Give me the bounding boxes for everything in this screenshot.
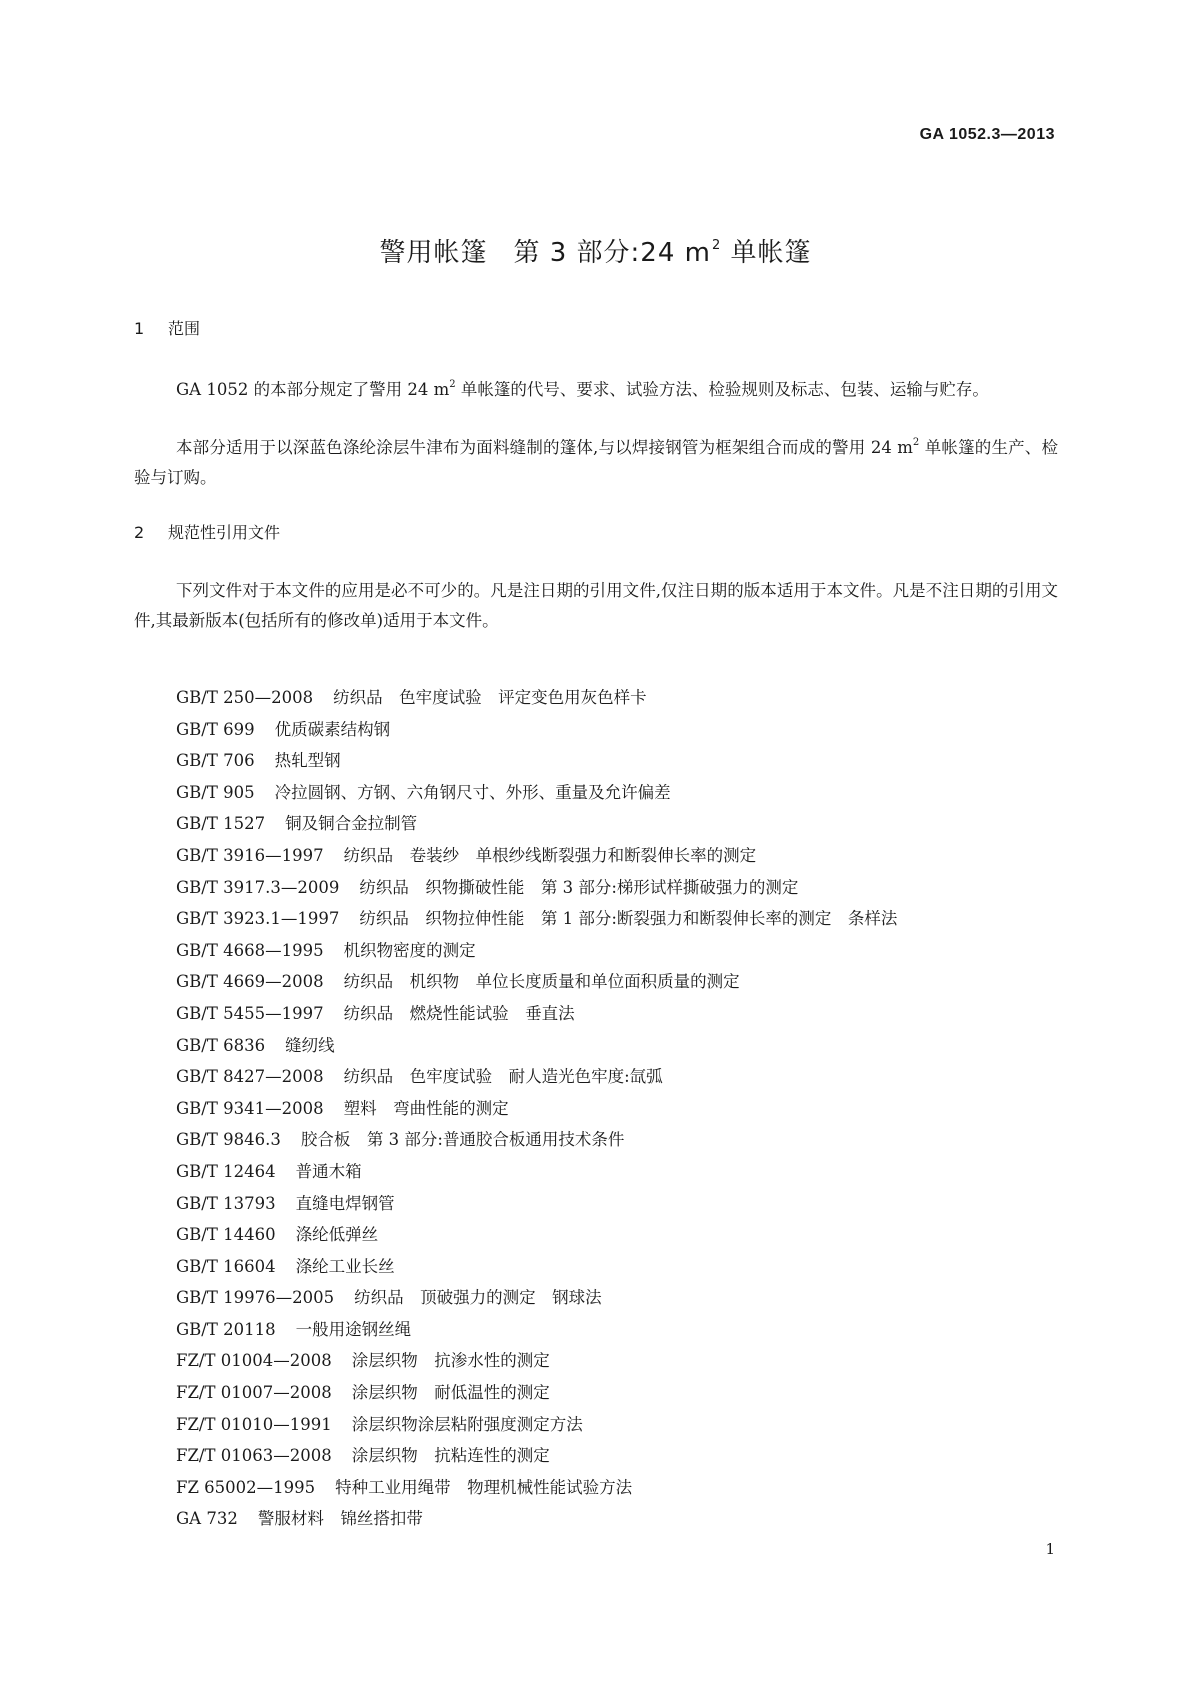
- reference-code: GB/T 250—2008: [176, 688, 314, 707]
- reference-code: GB/T 3916—1997: [176, 845, 324, 865]
- reference-code: GB/T 1527: [176, 814, 266, 834]
- section-1-paragraph-2: 本部分适用于以深蓝色涤纶涂层牛津布为面料缝制的篷体,与以焊接钢管为框架组合而成的警用 24 $m^2$ 单帐篷的生产、检验与订购。: [134, 437, 1058, 487]
- reference-item: [176, 966, 897, 998]
- reference-code: GB/T 14460: [176, 1225, 276, 1245]
- reference-item: [176, 1377, 897, 1409]
- reference-title: 纺织品 卷装纱 单根纱线断裂强力和断裂伸长率的测定: [343, 845, 757, 865]
- reference-code: GB/T 6836: [176, 1035, 266, 1055]
- section-1-heading: [134, 316, 200, 339]
- reference-item: [176, 1251, 897, 1283]
- reference-title: 纺织品 燃烧性能试验 垂直法: [343, 1003, 575, 1023]
- reference-code: GB/T 3917.3—2009: [176, 877, 340, 897]
- reference-code: GB/T 9341—2008: [176, 1098, 324, 1118]
- reference-title: 胶合板 第 3 部分:普通胶合板通用技术条件: [300, 1130, 625, 1150]
- reference-title: 普通木箱: [295, 1161, 362, 1181]
- reference-code: GB/T 9846.3: [176, 1130, 281, 1150]
- reference-item: [176, 1030, 897, 1062]
- standard-code: GA 1052.3—2013: [919, 126, 1055, 143]
- reference-item: [176, 998, 897, 1030]
- reference-code: FZ 65002—1995: [176, 1477, 316, 1497]
- reference-item: [176, 840, 897, 872]
- reference-code: GB/T 699: [176, 719, 255, 739]
- reference-title: 警服材料 锦丝搭扣带: [257, 1509, 423, 1529]
- reference-item: [176, 1124, 897, 1156]
- reference-title: 特种工业用绳带 物理机械性能试验方法: [335, 1477, 633, 1497]
- reference-item: [176, 1219, 897, 1251]
- reference-code: GB/T 905: [176, 782, 255, 802]
- reference-code: GB/T 706: [176, 751, 255, 771]
- reference-title: 纺织品 织物拉伸性能 第 1 部分:断裂强力和断裂伸长率的测定 条样法: [359, 909, 898, 929]
- reference-item: [176, 808, 897, 840]
- title-superscript: 2: [711, 238, 722, 253]
- section-2-title: 规范性引用文件: [168, 523, 281, 542]
- reference-title: 涂层织物 抗粘连性的测定: [351, 1446, 550, 1466]
- reference-title: 冷拉圆钢、方钢、六角钢尺寸、外形、重量及允许偏差: [274, 782, 671, 802]
- reference-title: 热轧型钢: [274, 751, 341, 771]
- reference-code: GB/T 19976—2005: [176, 1288, 335, 1308]
- reference-title: 涂层织物 抗渗水性的测定: [351, 1351, 550, 1371]
- section-2-heading: [134, 520, 280, 543]
- reference-title: 纺织品 织物撕破性能 第 3 部分:梯形试样撕破强力的测定: [359, 877, 799, 897]
- reference-item: [176, 1156, 897, 1188]
- reference-title: 纺织品 色牢度试验 耐人造光色牢度:氙弧: [343, 1067, 663, 1087]
- reference-code: GB/T 5455—1997: [176, 1003, 324, 1023]
- page-number: 1: [1045, 1540, 1055, 1558]
- title-suffix: 单帐篷: [721, 238, 812, 268]
- reference-title: 铜及铜合金拉制管: [285, 814, 418, 834]
- reference-item: [176, 1409, 897, 1441]
- reference-item: [176, 872, 897, 904]
- reference-title: 纺织品 顶破强力的测定 钢球法: [354, 1288, 602, 1308]
- reference-title: 一般用途钢丝绳: [295, 1319, 412, 1339]
- reference-item: [176, 682, 897, 714]
- reference-code: GB/T 8427—2008: [176, 1067, 324, 1087]
- reference-item: [176, 1093, 897, 1125]
- reference-title: 涤纶低弹丝: [295, 1225, 379, 1245]
- section-1-number: 1: [134, 319, 145, 338]
- reference-code: GB/T 16604: [176, 1256, 276, 1276]
- reference-item: [176, 1188, 897, 1220]
- reference-item: [176, 935, 897, 967]
- reference-item: [176, 903, 897, 935]
- reference-item: [176, 1472, 897, 1504]
- section-1-title: 范围: [168, 319, 201, 338]
- reference-item: [176, 1503, 897, 1535]
- section-2-intro: 下列文件对于本文件的应用是必不可少的。凡是注日期的引用文件,仅注日期的版本适用于本文件。凡是不注日期的引用文件,其最新版本(包括所有的修改单)适用于本文件。: [134, 581, 1058, 630]
- reference-code: GB/T 4668—1995: [176, 940, 324, 960]
- reference-title: 直缝电焊钢管: [295, 1193, 395, 1213]
- reference-title: 涤纶工业长丝: [295, 1256, 395, 1276]
- reference-code: GB/T 13793: [176, 1193, 276, 1213]
- reference-title: 优质碳素结构钢: [274, 719, 391, 739]
- reference-item: [176, 1282, 897, 1314]
- reference-title: 塑料 弯曲性能的测定: [343, 1098, 509, 1118]
- reference-code: GB/T 3923.1—1997: [176, 909, 340, 929]
- reference-item: [176, 1440, 897, 1472]
- reference-list: [176, 682, 897, 1535]
- reference-code: FZ/T 01004—2008: [176, 1351, 332, 1371]
- reference-title: 涂层织物涂层粘附强度测定方法: [351, 1414, 583, 1434]
- reference-code: FZ/T 01010—1991: [176, 1414, 332, 1434]
- reference-item: [176, 777, 897, 809]
- reference-code: GA 732: [176, 1509, 238, 1529]
- reference-item: [176, 714, 897, 746]
- reference-title: 机织物密度的测定: [343, 940, 476, 960]
- reference-item: [176, 745, 897, 777]
- reference-title: 涂层织物 耐低温性的测定: [351, 1383, 550, 1403]
- section-2-number: 2: [134, 523, 145, 542]
- document-title: [0, 232, 1191, 269]
- reference-code: FZ/T 01007—2008: [176, 1383, 332, 1403]
- reference-title: 缝纫线: [285, 1035, 335, 1055]
- reference-item: [176, 1314, 897, 1346]
- reference-item: [176, 1061, 897, 1093]
- reference-code: GB/T 12464: [176, 1161, 276, 1181]
- reference-code: FZ/T 01063—2008: [176, 1446, 332, 1466]
- reference-item: [176, 1345, 897, 1377]
- reference-title: 纺织品 色牢度试验 评定变色用灰色样卡: [333, 688, 647, 707]
- title-main: 警用帐篷: [379, 238, 488, 268]
- title-part: 第 3 部分:24 m: [513, 238, 711, 268]
- section-1-paragraph-1: GA 1052 的本部分规定了警用 24 $m^2$ 单帐篷的代号、要求、试验方法、检验规则及标志、包装、运输与贮存。: [176, 379, 989, 399]
- reference-code: GB/T 4669—2008: [176, 972, 324, 992]
- reference-code: GB/T 20118: [176, 1319, 276, 1339]
- reference-title: 纺织品 机织物 单位长度质量和单位面积质量的测定: [343, 972, 740, 992]
